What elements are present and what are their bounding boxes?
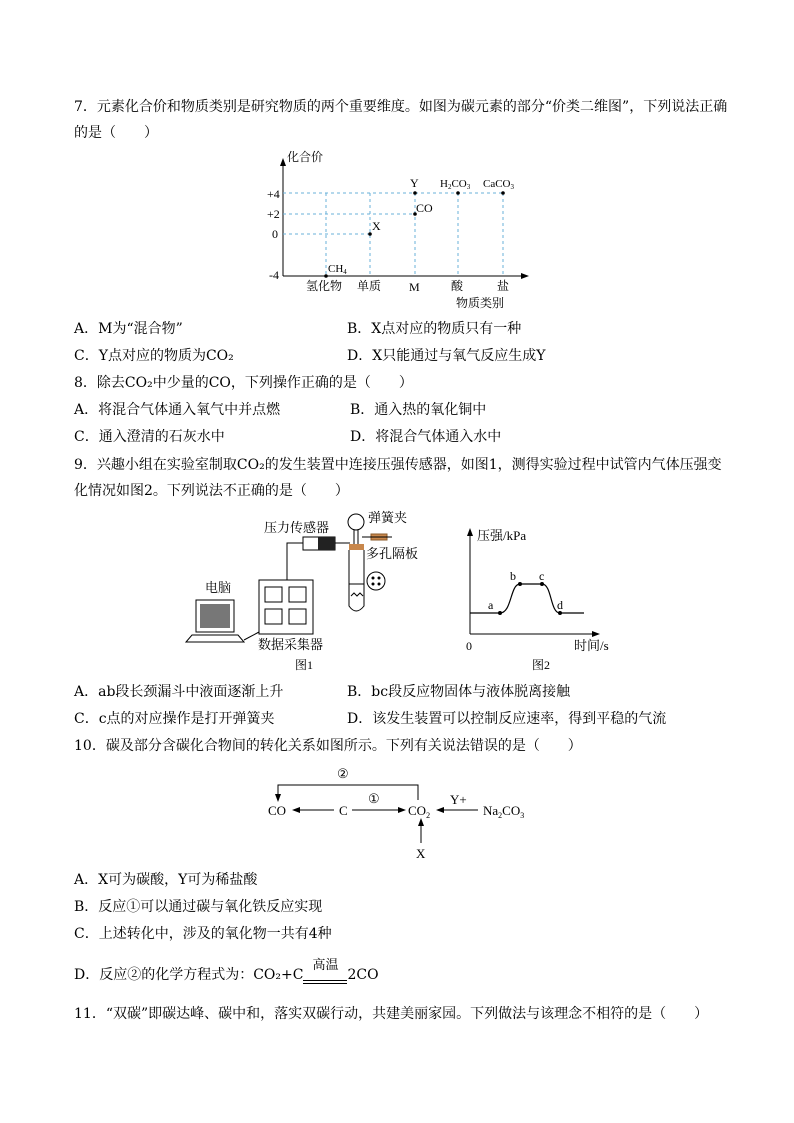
q9-fig1-computer-label: 电脑 (205, 580, 232, 595)
q7-xtick: 酸 (451, 279, 464, 293)
q7-ytick: 0 (272, 227, 278, 241)
q9-option-b: B．bc段反应物固体与液体脱离接触 (347, 684, 571, 700)
q9-fig1-pressure-sensor-label: 压力传感器 (264, 520, 330, 535)
q10-node-x: X (416, 846, 426, 861)
q9-fig1-spring-clip-label: 弹簧夹 (368, 510, 408, 525)
q7-option-c: C．Y点对应的物质为CO₂ (74, 348, 234, 364)
q7-point-label-y: Y (410, 176, 419, 190)
q10-option-d (74, 958, 379, 984)
q7-point-label-caco3: CaCO3 (483, 178, 514, 191)
q7-option-d: D．X只能通过与氧气反应生成Y (347, 348, 546, 364)
q7-stem-line2: 的是（ ） (74, 125, 158, 141)
q9-fig1-caption: 图1 (295, 658, 314, 672)
q10-arrowhead (398, 807, 406, 813)
q7-point-label-h2co3: H2CO3 (440, 178, 471, 191)
q8-stem: 8．除去CO₂中少量的CO，下列操作正确的是（ ） (74, 375, 413, 391)
q8-option-b: B．通入热的氧化铜中 (350, 402, 487, 418)
q7-point-label-x: X (372, 219, 381, 233)
q7-point-label-co: CO (416, 201, 433, 215)
q8-option-d: D．将混合气体通入水中 (350, 429, 502, 445)
q10-node-na2co3: $Na_2CO_3$ (483, 803, 525, 820)
q7-ytick: -4 (269, 268, 279, 282)
q11-stem: 11．“双碳”即碳达峰、碳中和，落实双碳行动，共建美丽家园。下列做法与该理念不相符的是（ ） (74, 1006, 709, 1022)
q9-fig2-label-a: a (488, 598, 494, 612)
q10-node-co2: $CO_2$ (408, 803, 431, 820)
q8-option-a: A．将混合气体通入氧气中并点燃 (74, 402, 281, 418)
q9-fig2-label-d: d (557, 598, 563, 612)
q10-arrowhead (275, 794, 281, 802)
q10-option-d-prefix: D．反应②的化学方程式为：CO₂+C (74, 967, 304, 983)
q10-option-b: B．反应①可以通过碳与氧化铁反应实现 (74, 899, 323, 915)
q9-option-a: A．ab段长颈漏斗中液面逐渐上升 (74, 684, 284, 700)
q9-option-c: C．c点的对应操作是打开弹簧夹 (74, 711, 275, 727)
q7-stem-line1: 7．元素化合价和物质类别是研究物质的两个重要维度。如图为碳元素的部分“价类二维图”，下列说法正确 (74, 99, 728, 115)
q7-xtick: 单质 (357, 279, 382, 293)
q9-fig2-origin: 0 (466, 639, 472, 653)
q9-stem-line2: 化情况如图2。下列说法不正确的是（ ） (74, 483, 349, 499)
q8-option-c: C．通入澄清的石灰水中 (74, 429, 225, 445)
q9-fig2-label-c: c (539, 569, 545, 583)
q10-option-d-condition-arrow (303, 958, 347, 984)
q9-fig2-xlabel: 时间/s (574, 638, 609, 653)
q7-point-label-ch4: CH4 (328, 263, 347, 276)
q9-option-d: D．该发生装置可以控制反应速率，得到平稳的气流 (347, 711, 667, 727)
q10-arrow-co2-co (278, 785, 418, 800)
q7-ytick: +2 (267, 207, 280, 221)
q9-fig2-ylabel: 压强/kPa (477, 528, 527, 543)
q7-xtick: 盐 (497, 279, 510, 293)
q10-option-d-condition: 高温 (312, 958, 339, 973)
q10-label-1: ① (368, 791, 380, 806)
q10-label-y-plus: Y+ (450, 792, 467, 807)
q10-option-a: A．X可为碳酸，Y可为稀盐酸 (74, 872, 258, 888)
q10-arrowhead (436, 807, 444, 813)
q7-option-b: B．X点对应的物质只有一种 (347, 321, 522, 337)
q10-arrowhead (292, 807, 300, 813)
q10-node-co: CO (268, 803, 287, 818)
q10-stem: 10．碳及部分含碳化合物间的转化关系如图所示。下列有关说法错误的是（ ） (74, 738, 582, 754)
q7-xlabel: 物质类别 (456, 296, 505, 310)
q7-option-a: A．M为“混合物” (74, 321, 183, 337)
q10-option-d-product: 2CO (347, 967, 379, 983)
q7-xtick: M (409, 280, 420, 294)
q7-xtick: 氢化物 (306, 279, 343, 293)
q10-option-d-equals (303, 980, 347, 984)
q10-option-c: C．上述转化中，涉及的氧化物一共有4种 (74, 926, 332, 942)
q10-label-2: ② (337, 766, 349, 781)
q9-fig2-label-b: b (510, 569, 516, 583)
q10-node-c: C (339, 803, 348, 818)
q10-arrowhead (418, 818, 424, 826)
q9-fig1-data-collector-label: 数据采集器 (258, 637, 324, 652)
q7-ytick: +4 (267, 187, 280, 201)
q9-stem-line1: 9．兴趣小组在实验室制取CO₂的发生装置中连接压强传感器，如图1，测得实验过程中试管内气体压强变 (74, 457, 722, 473)
q9-fig1-porous-plate-label: 多孔隔板 (366, 546, 419, 561)
q7-ylabel: 化合价 (287, 150, 324, 164)
q9-fig2-caption: 图2 (532, 658, 551, 672)
